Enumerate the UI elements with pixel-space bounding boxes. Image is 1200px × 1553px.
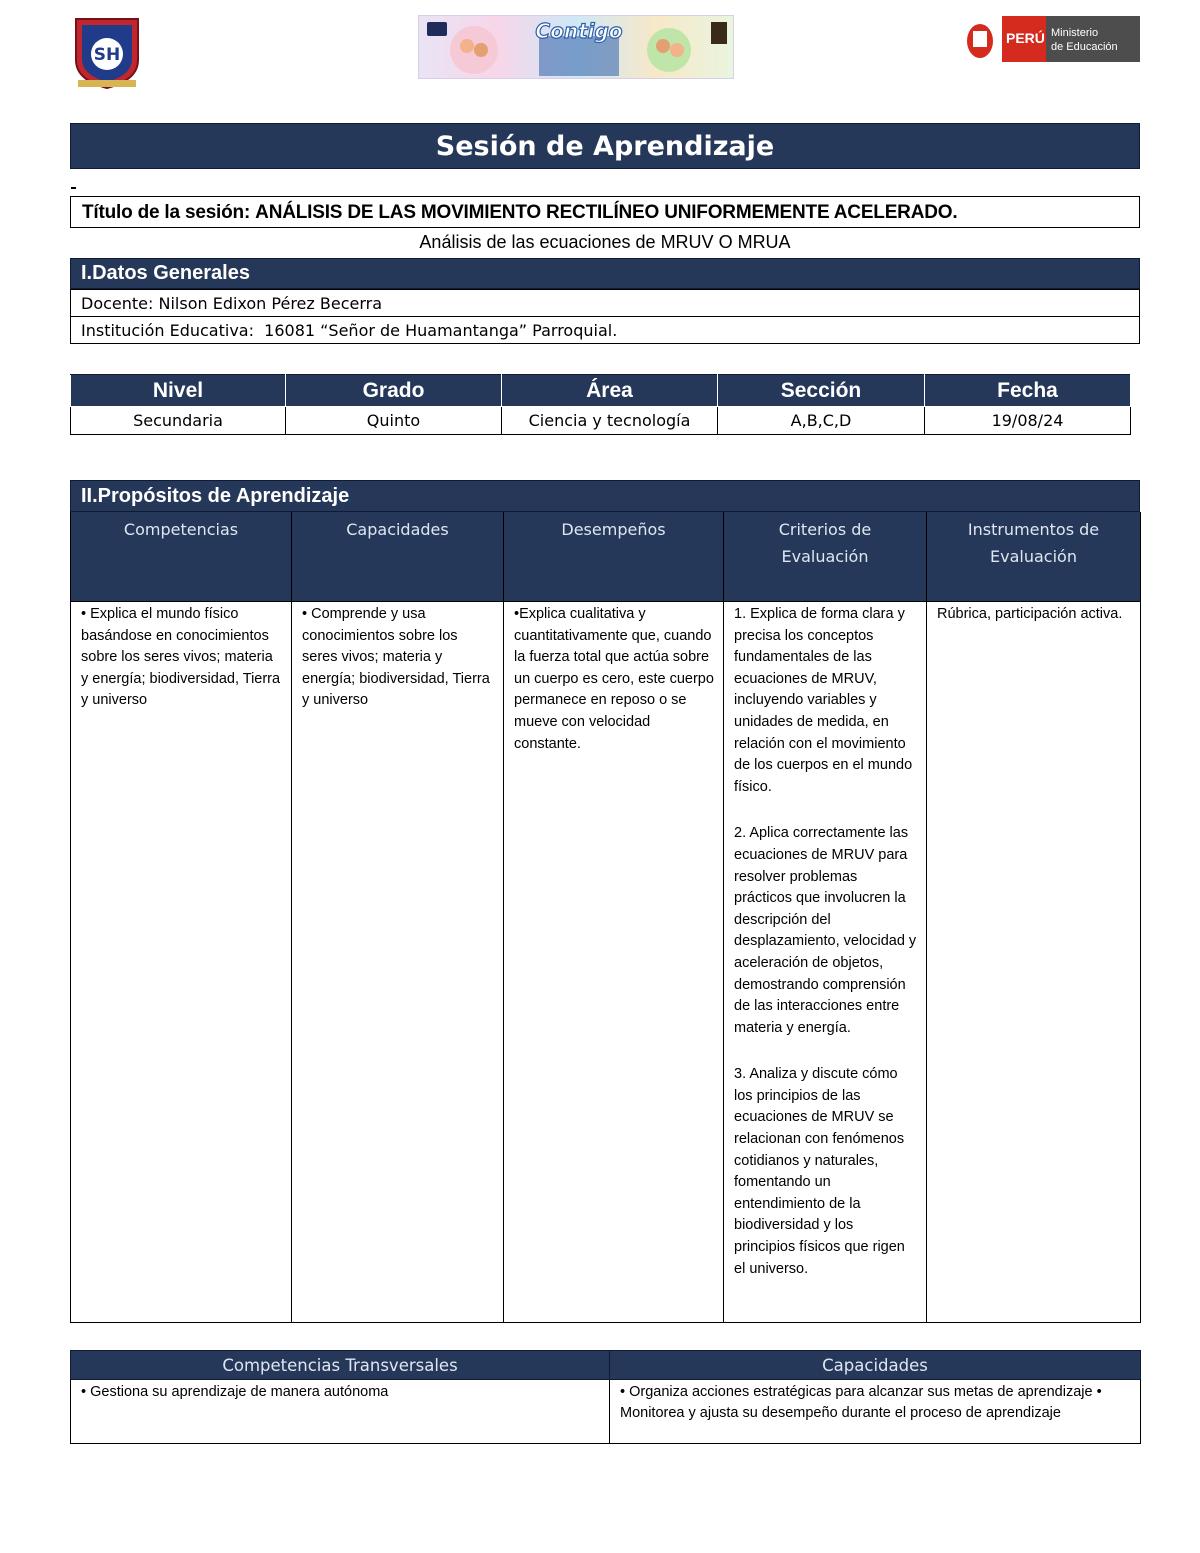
table-row bbox=[71, 407, 1131, 435]
institution-value: 16081 “Señor de Huamantanga” Parroquial. bbox=[253, 320, 618, 340]
school-crest-logo bbox=[72, 16, 142, 90]
divider-mark bbox=[71, 187, 76, 189]
cell-area: Ciencia y tecnología bbox=[502, 407, 718, 435]
purposes-table-header bbox=[71, 512, 1141, 602]
teacher-row bbox=[70, 289, 1140, 317]
ministry-education-logo bbox=[962, 15, 1142, 63]
cell-criterios bbox=[724, 602, 927, 1323]
cell-instrumentos: Rúbrica, participación activa. bbox=[927, 602, 1141, 1323]
general-data-heading-text: I.Datos Generales bbox=[81, 262, 250, 284]
session-title-label: Título de la sesión: bbox=[82, 201, 251, 223]
general-data-heading bbox=[70, 258, 1140, 289]
cell-capacidades-transversales: • Organiza acciones estratégicas para alcanzar sus metas de aprendizaje • Monitorea y ajusta su desempeño durante el proceso de aprendizaje bbox=[610, 1380, 1141, 1444]
cell-competencia-transversal: • Gestiona su aprendizaje de manera autónoma bbox=[71, 1380, 610, 1444]
criterio-3: 3. Analiza y discute cómo los principios de las ecuaciones de MRUV se relacionan con fenómenos cotidianos y naturales, fomentando un entendimiento de la biodiversidad y los principios físicos que rigen el universo. bbox=[734, 1066, 905, 1277]
purposes-heading bbox=[70, 480, 1140, 512]
cell-seccion: A,B,C,D bbox=[718, 407, 925, 435]
header-competencias: Competencias bbox=[71, 512, 292, 602]
header-nivel: Nivel bbox=[71, 375, 286, 407]
session-subtitle bbox=[70, 227, 1140, 257]
session-subtitle-text: Análisis de las ecuaciones de MRUV O MRUA bbox=[419, 232, 791, 252]
teacher-value: Nilson Edixon Pérez Becerra bbox=[153, 293, 383, 313]
cell-fecha: 19/08/24 bbox=[925, 407, 1131, 435]
institution-row bbox=[70, 316, 1140, 344]
header-grado: Grado bbox=[286, 375, 502, 407]
session-title-row bbox=[70, 196, 1140, 228]
header-competencias-transversales: Competencias Transversales bbox=[71, 1351, 610, 1380]
purposes-table bbox=[70, 512, 1141, 1323]
transversal-table-header bbox=[71, 1351, 1141, 1380]
level-table-header bbox=[71, 375, 1131, 407]
cell-nivel: Secundaria bbox=[71, 407, 286, 435]
svg-text:SH: SH bbox=[93, 45, 121, 65]
header-fecha: Fecha bbox=[925, 375, 1131, 407]
header-seccion: Sección bbox=[718, 375, 925, 407]
level-table bbox=[70, 374, 1131, 435]
criterio-2: 2. Aplica correctamente las ecuaciones de MRUV para resolver problemas prácticos que involucren la descripción del desplazamiento, velocidad y aceleración de objetos, demostrando comprensión de las interacciones entre materia y energía. bbox=[734, 825, 917, 1036]
institution-label: Institución Educativa: bbox=[81, 320, 254, 340]
page-title bbox=[70, 123, 1140, 169]
cell-competencias: • Explica el mundo físico basándose en conocimientos sobre los seres vivos; materia y energía; biodiversidad, Tierra y universo bbox=[71, 602, 292, 1323]
header-instrumentos: Instrumentos de Evaluación bbox=[927, 512, 1141, 602]
transversal-table bbox=[70, 1350, 1141, 1444]
table-row bbox=[71, 1380, 1141, 1444]
teacher-label: Docente: bbox=[81, 293, 154, 313]
cell-grado: Quinto bbox=[286, 407, 502, 435]
ministry-label: Ministerio bbox=[1051, 27, 1099, 39]
header-criterios: Criterios de Evaluación bbox=[724, 512, 927, 602]
table-row bbox=[71, 602, 1141, 1323]
page-title-text: Sesión de Aprendizaje bbox=[435, 130, 775, 162]
peru-label: PERÚ bbox=[1006, 30, 1045, 46]
header-capacidades: Capacidades bbox=[292, 512, 504, 602]
contigo-campaign-banner bbox=[418, 15, 734, 79]
ministry-label-2: de Educación bbox=[1051, 41, 1118, 53]
banner-title: Contigo bbox=[535, 19, 623, 43]
header-capacidades-transversales: Capacidades bbox=[610, 1351, 1141, 1380]
session-title-value: ANÁLISIS DE LAS MOVIMIENTO RECTILÍNEO UNIFORMEMENTE ACELERADO. bbox=[255, 201, 958, 223]
purposes-heading-text: II.Propósitos de Aprendizaje bbox=[81, 484, 350, 507]
cell-desempenos: •Explica cualitativa y cuantitativamente que, cuando la fuerza total que actúa sobre un cuerpo es cero, este cuerpo permanece en reposo o se mueve con velocidad constante. bbox=[504, 602, 724, 1323]
header-area: Área bbox=[502, 375, 718, 407]
cell-capacidades: • Comprende y usa conocimientos sobre los seres vivos; materia y energía; biodiversidad, Tierra y universo bbox=[292, 602, 504, 1323]
header-desempenos: Desempeños bbox=[504, 512, 724, 602]
criterio-1: 1. Explica de forma clara y precisa los conceptos fundamentales de las ecuaciones de MRUV, incluyendo variables y unidades de medida, en relación con el movimiento de los cuerpos en el mundo físico. bbox=[734, 606, 913, 795]
